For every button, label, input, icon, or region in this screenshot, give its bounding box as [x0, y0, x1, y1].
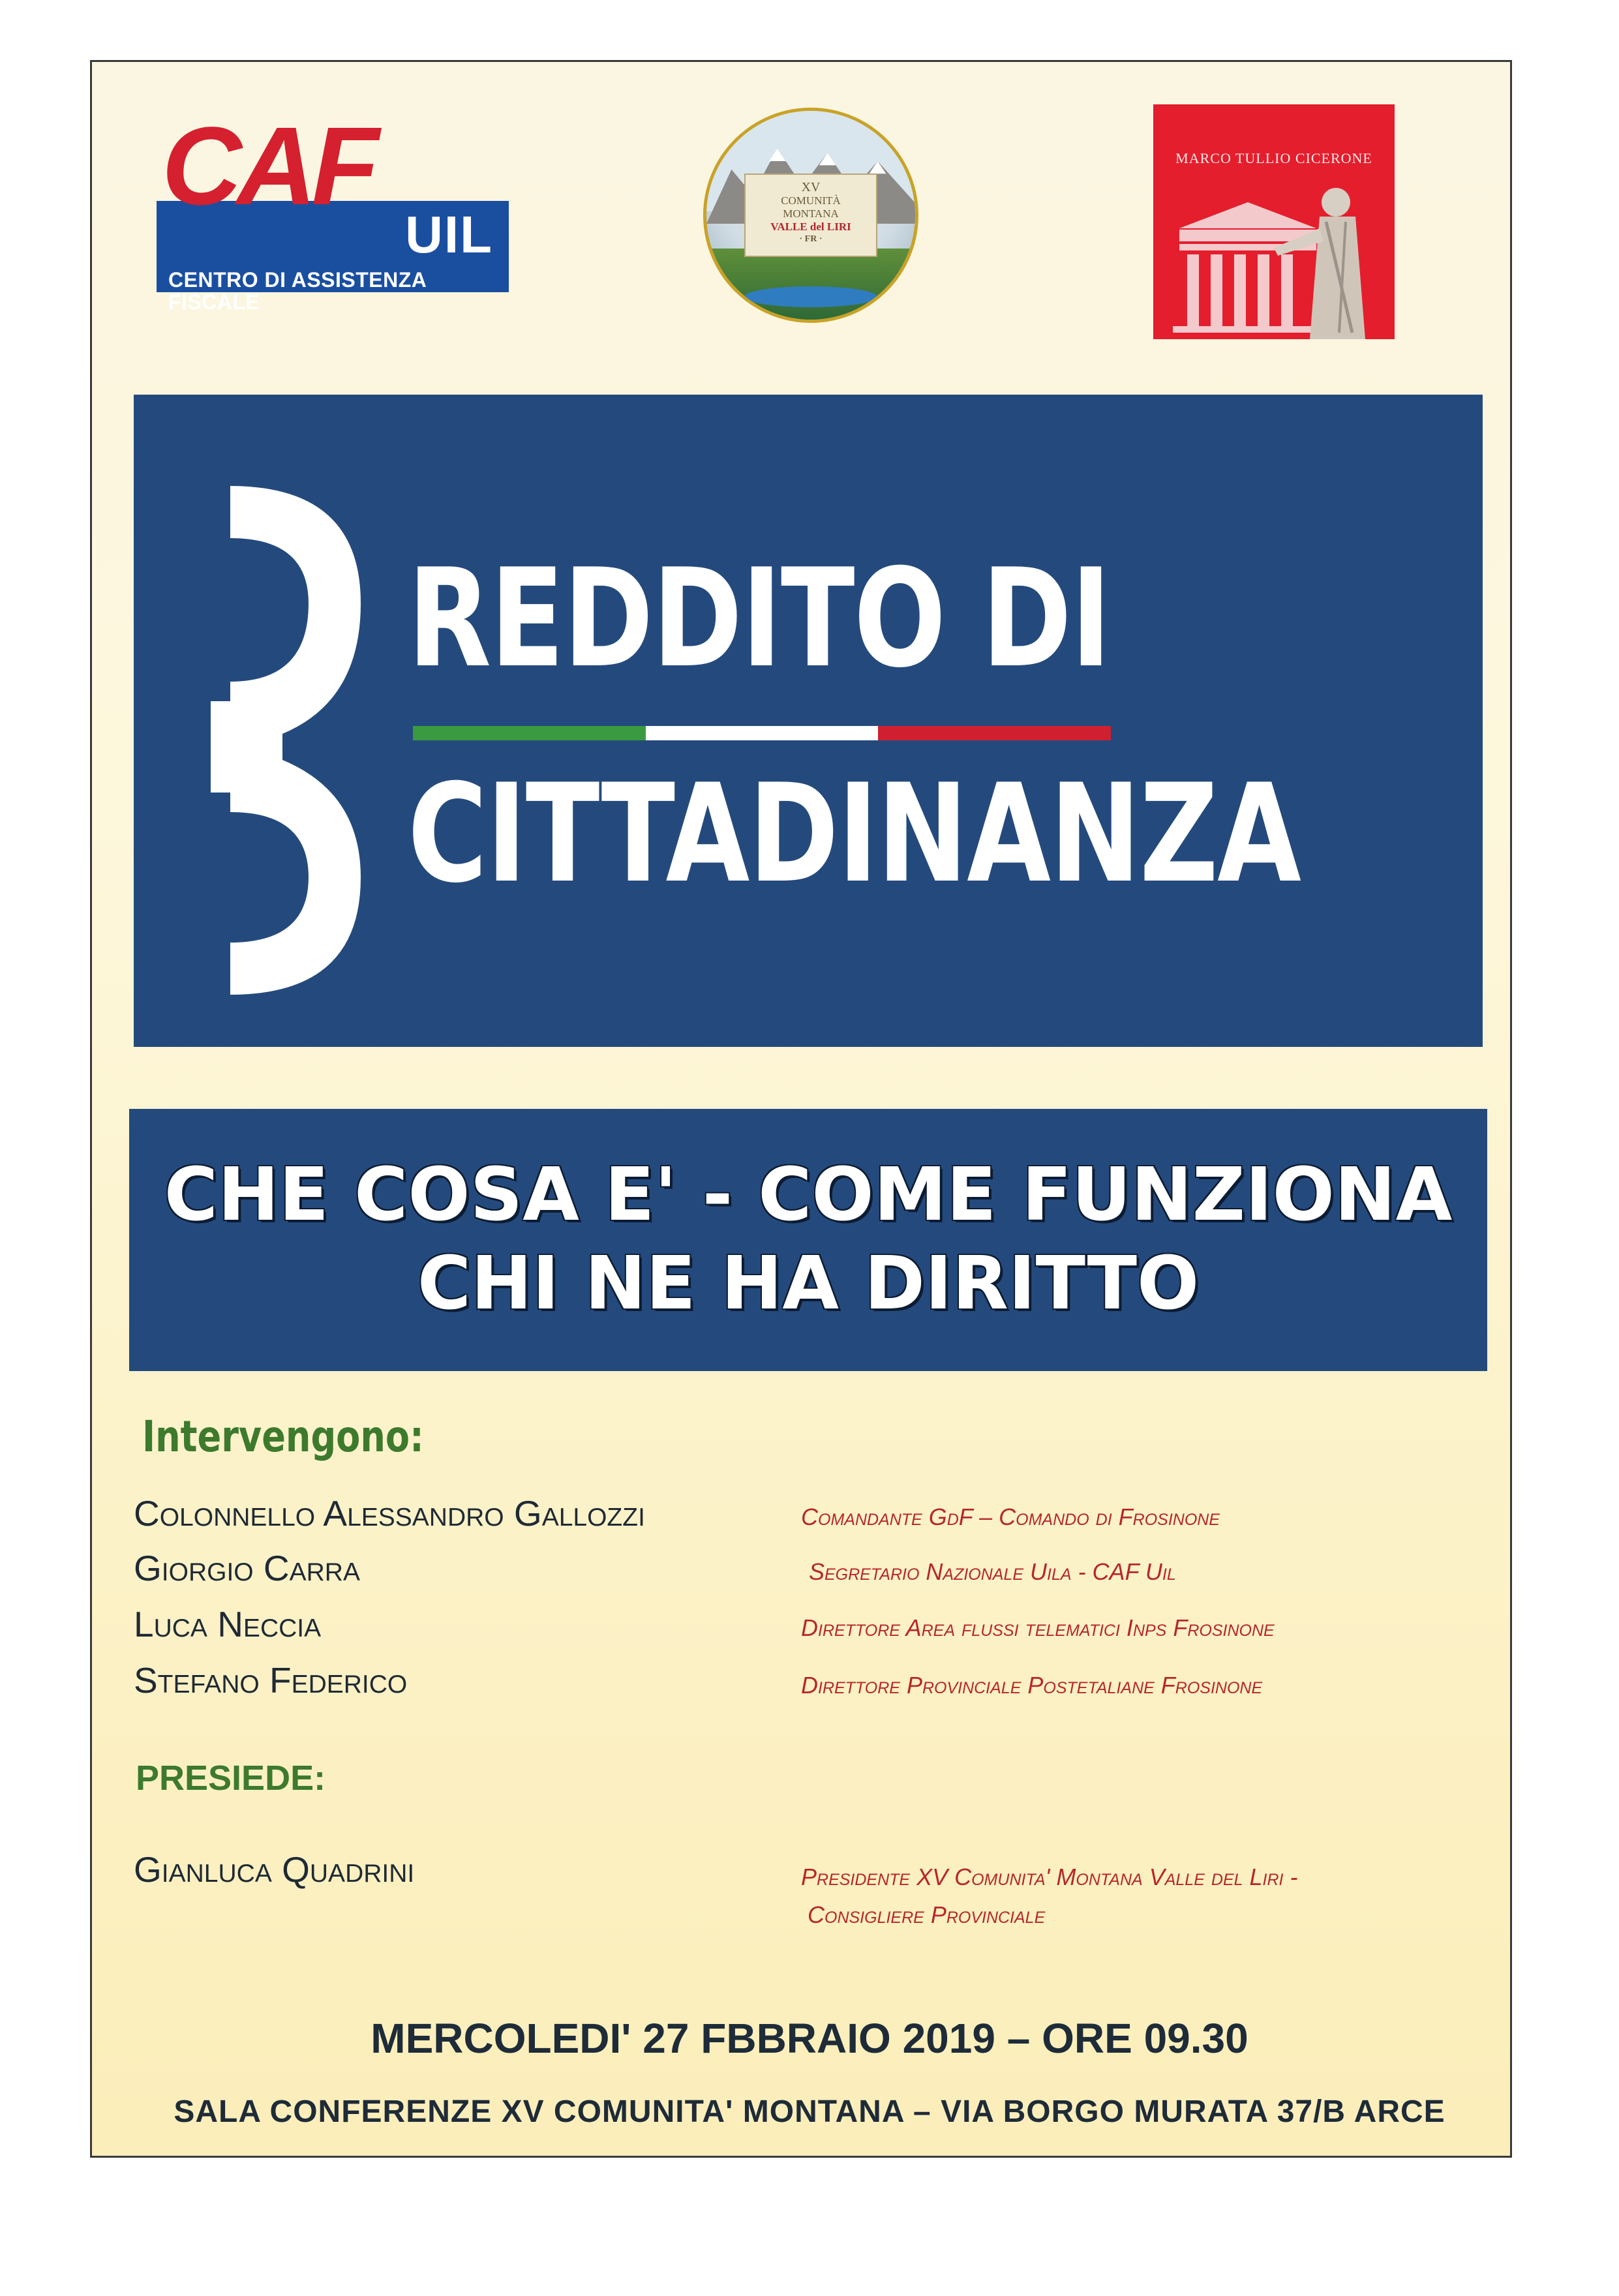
speaker-role: Direttore Provinciale Postetaliane Frosinone [801, 1672, 1263, 1699]
caf-subtitle: CENTRO DI ASSISTENZA FISCALE [168, 268, 427, 314]
italian-flag-stripe [413, 726, 1111, 740]
cicerone-logo [1153, 104, 1395, 339]
speaker-role: Comandante GdF – Comando di Frosinone [801, 1503, 1220, 1530]
event-venue: SALA CONFERENZE XV COMUNITA' MONTANA – VIA BORGO MURATA 37/B ARCE [174, 2094, 1445, 2129]
statue-icon [1274, 176, 1385, 339]
chair-name: Gianluca Quadrini [134, 1849, 415, 1890]
event-date: MERCOLEDI' 27 FBBRAIO 2019 – ORE 09.30 [371, 2015, 1248, 2062]
title-line-1: REDDITO DI [408, 540, 1110, 698]
subtitle-line-2: CHI NE HA DIRITTO [417, 1241, 1200, 1326]
seal-line: VALLE del LIRI [770, 220, 851, 233]
seal-line: COMUNITÀ [781, 194, 841, 207]
chair-heading: PRESIEDE: [136, 1759, 326, 1798]
subtitle-panel [129, 1109, 1487, 1371]
speaker-name: Stefano Federico [134, 1660, 408, 1700]
seal-land [706, 249, 915, 320]
caf-uil-logo [157, 104, 509, 314]
speaker-role: Direttore Area flussi telematici Inps Frosinone [801, 1614, 1275, 1641]
title-line-2: CITTADINANZA [408, 755, 1301, 913]
comunita-montana-seal [703, 108, 918, 323]
seal-line: MONTANA [783, 207, 839, 220]
seal-line: XV [801, 180, 821, 194]
uil-word: UIL [405, 205, 493, 264]
chair-role-line-2: Consigliere Provinciale [808, 1901, 1046, 1928]
speaker-name: Colonnello Alessandro Gallozzi [134, 1493, 645, 1533]
title-panel [134, 395, 1483, 1047]
caf-word: CAF [162, 104, 374, 228]
cicerone-title: MARCO TULLIO CICERONE [1175, 150, 1372, 166]
seal-river [744, 286, 878, 307]
seal-scroll [744, 174, 878, 257]
speaker-role: Segretario Nazionale Uila - CAF Uil [809, 1558, 1176, 1585]
seal-line: · FR · [799, 234, 823, 244]
rc-logo-mark [211, 486, 361, 995]
speaker-name: Luca Neccia [134, 1604, 322, 1644]
subtitle-line-1: CHE COSA E' - COME FUNZIONA [164, 1153, 1453, 1237]
speaker-name: Giorgio Carra [134, 1548, 360, 1588]
speakers-heading: Intervengono: [142, 1412, 424, 1462]
chair-role-line-1: Presidente XV Comunita' Montana Valle del Liri - [801, 1864, 1298, 1890]
